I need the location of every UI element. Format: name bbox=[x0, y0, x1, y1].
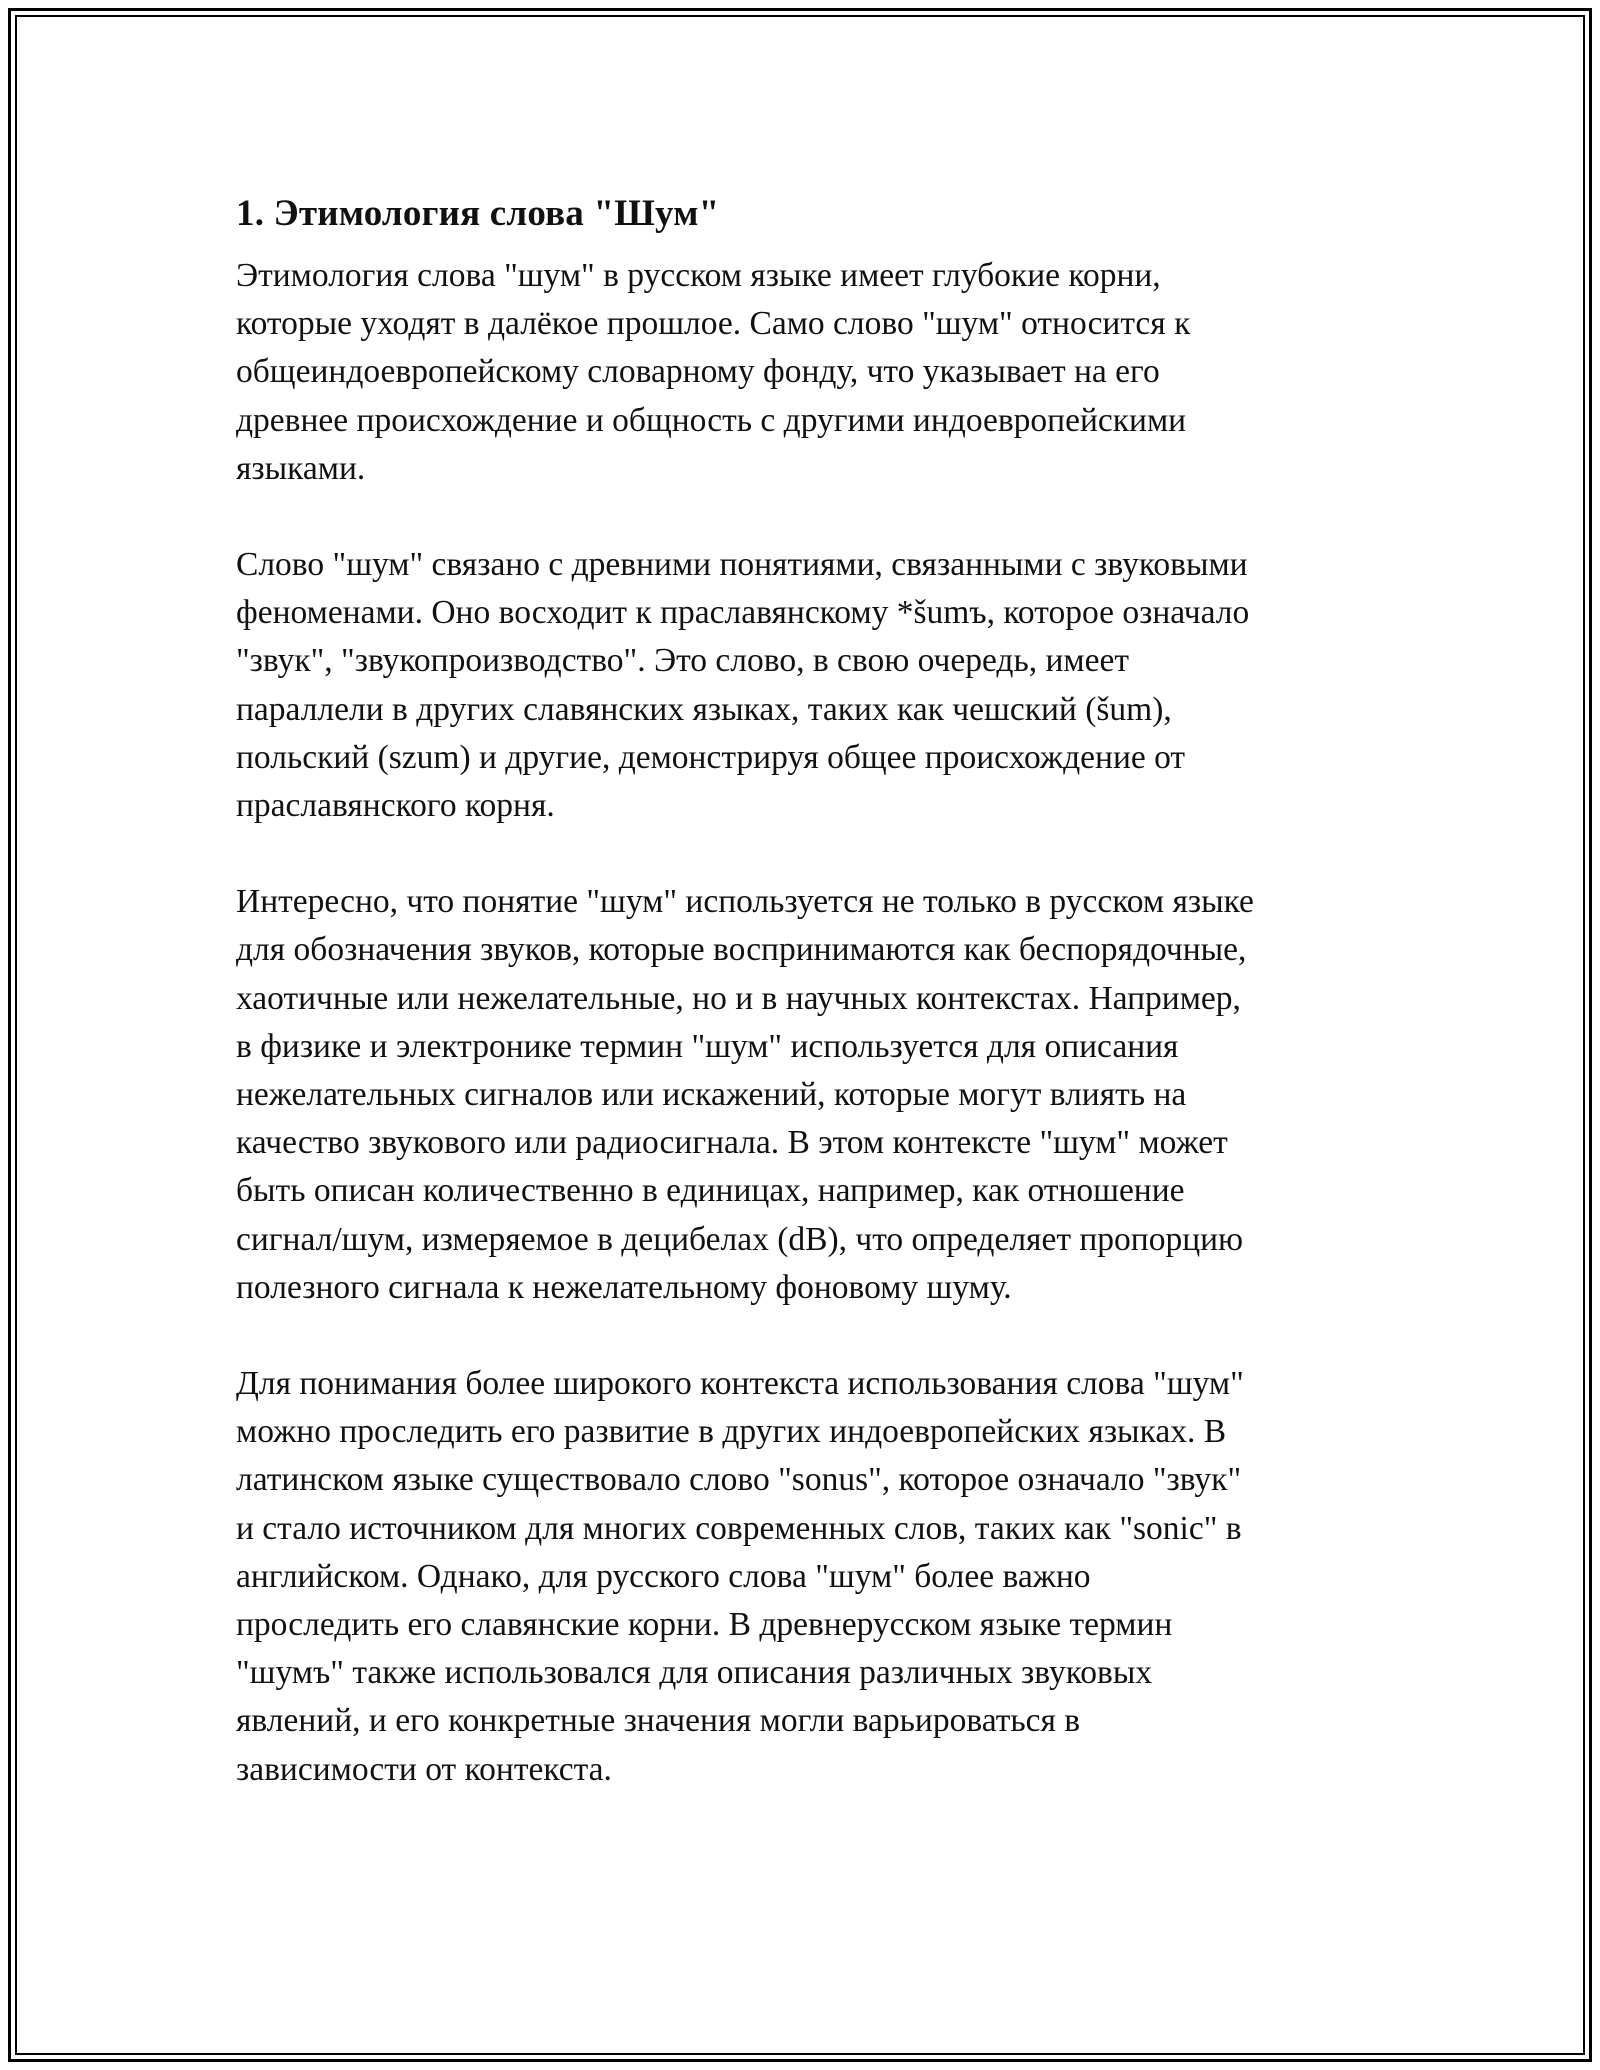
paragraph-1: Этимология слова "шум" в русском языке имеет глубокие корни, которые уходят в далёкое прошлое. Само слово "шум" относится к общеиндоевропейскому словарному фонду, что указывает на его древнее происхождение и общность с другими индоевропейскими языками. bbox=[236, 257, 1191, 487]
section-heading: 1. Этимология слова "Шум" bbox=[236, 193, 720, 234]
paragraph-4: Для понимания более широкого контекста использования слова "шум" можно проследить его развитие в других индоевропейских языках. В латинском языке существовало слово "sonus", которое означало "звук" и стало источником для многих современных слов, таких как "sonic" в английском. Однако, для русского слова "шум" более важно проследить его славянские корни. В древнерусском языке термин "шумъ" также использовался для описания различных звуковых явлений, и его конкретные значения могли варьироваться в зависимости от контекста. bbox=[236, 1365, 1244, 1788]
paragraph-3: Интересно, что понятие "шум" используется не только в русском языке для обозначения звуков, которые воспринимаются как беспорядочные, хаотичные или нежелательные, но и в научных контекстах. Например, в физике и электронике термин "шум" используется для описания нежелательных сигналов или искажений, которые могут влиять на качество звукового или радиосигнала. В этом контексте "шум" может быть описан количественно в единицах, например, как отношение сигнал/шум, измеряемое в децибелах (dB), что определяет пропорцию полезного сигнала к нежелательному фоновому шуму. bbox=[236, 883, 1254, 1306]
document-body bbox=[236, 186, 1396, 1794]
paragraph-2: Слово "шум" связано с древними понятиями, связанными с звуковыми феноменами. Оно восходит к праславянскому *šumъ, которое означало "звук", "звукопроизводство". Это слово, в свою очередь, имеет параллели в других славянских языках, таких как чешский (šum), польский (szum) и другие, демонстрируя общее происхождение от праславянского корня. bbox=[236, 546, 1250, 825]
